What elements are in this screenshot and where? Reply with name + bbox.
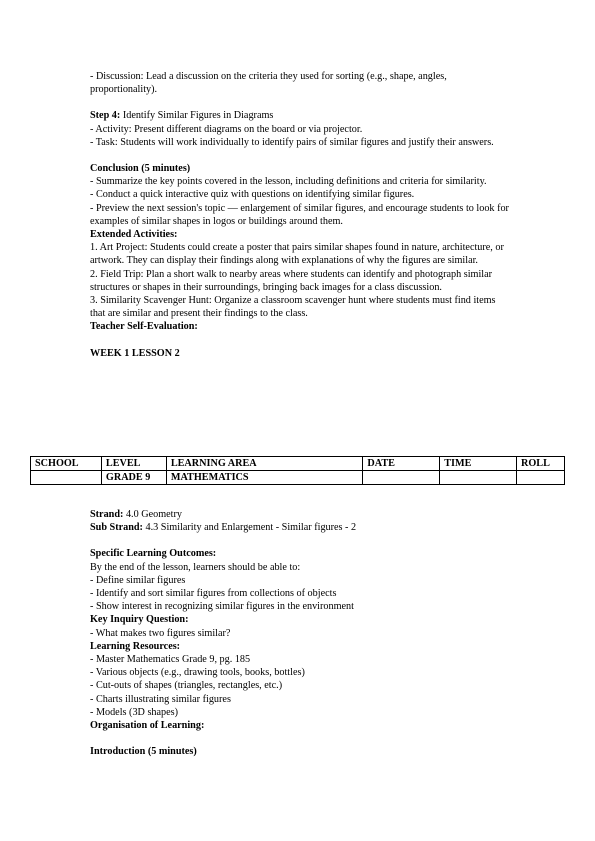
slo-item: - Identify and sort similar figures from collections of objects xyxy=(90,588,337,600)
header-cell-roll: ROLL xyxy=(517,457,565,471)
sub-strand-line: Sub Strand: 4.3 Similarity and Enlargement - Similar figures - 2 xyxy=(90,522,357,534)
cell-level: GRADE 9 xyxy=(101,471,166,485)
key-inquiry-item: - What makes two figures similar? xyxy=(90,627,231,639)
slo-heading: Specific Learning Outcomes: xyxy=(90,548,217,560)
step-4-heading xyxy=(90,109,510,122)
key-inquiry-heading: Key Inquiry Question: xyxy=(90,614,189,626)
conclusion-item: - Conduct a quick interactive quiz with questions on identifying similar figures. xyxy=(90,189,415,201)
extended-activities-heading: Extended Activities: xyxy=(90,229,178,241)
extended-activity-item: 2. Field Trip: Plan a short walk to nearby areas where students can identify and photograph similar structures or shapes in their surroundings, bringing back images for a class discussion. xyxy=(90,268,493,293)
step-4-label: Step 4: xyxy=(90,110,121,122)
resource-item: - Various objects (e.g., drawing tools, books, bottles) xyxy=(90,667,305,679)
header-cell-learning-area: LEARNING AREA xyxy=(166,457,363,471)
step-4-activity: - Activity: Present different diagrams on the board or via projector. xyxy=(90,123,363,135)
discussion-text: - Discussion: Lead a discussion on the criteria they used for sorting (e.g., shape, angles, proportionality). xyxy=(90,71,447,96)
cell-date xyxy=(363,471,440,485)
resource-item: - Master Mathematics Grade 9, pg. 185 xyxy=(90,654,251,666)
table-row xyxy=(31,471,565,485)
resource-item: - Charts illustrating similar figures xyxy=(90,693,231,705)
cell-learning-area: MATHEMATICS xyxy=(166,471,363,485)
extended-activity-item: 1. Art Project: Students could create a poster that pairs similar shapes found in nature, architecture, or artwork. They can display their findings along with explanations of why the figures are similar. xyxy=(90,242,504,267)
header-cell-school: SCHOOL xyxy=(31,457,102,471)
resource-item: - Models (3D shapes) xyxy=(90,706,178,718)
previous-lesson-section xyxy=(90,70,510,360)
learning-resources-heading: Learning Resources: xyxy=(90,640,181,652)
cell-roll xyxy=(517,471,565,485)
slo-item: - Define similar figures xyxy=(90,574,186,586)
teacher-self-evaluation-heading: Teacher Self-Evaluation: xyxy=(90,321,198,333)
header-cell-time: TIME xyxy=(440,457,517,471)
resource-item: - Cut-outs of shapes (triangles, rectangles, etc.) xyxy=(90,680,283,692)
week-lesson-heading: WEEK 1 LESSON 2 xyxy=(90,347,180,359)
organisation-heading: Organisation of Learning: xyxy=(90,720,205,732)
cell-school xyxy=(31,471,102,485)
lesson-plan-section xyxy=(90,508,510,758)
header-cell-level: LEVEL xyxy=(101,457,166,471)
extended-activity-item: 3. Similarity Scavenger Hunt: Organize a classroom scavenger hunt where students must find items that are similar and present their findings to the class. xyxy=(90,295,496,320)
cell-time xyxy=(440,471,517,485)
step-4-task: - Task: Students will work individually to identify pairs of similar figures and justify their answers. xyxy=(90,136,494,148)
conclusion-item: - Summarize the key points covered in the lesson, including definitions and criteria for similarity. xyxy=(90,176,487,188)
conclusion-heading: Conclusion (5 minutes) xyxy=(90,163,191,175)
table-header-row xyxy=(31,457,565,471)
header-cell-date: DATE xyxy=(363,457,440,471)
conclusion-item: - Preview the next session's topic — enlargement of similar figures, and encourage students to look for examples of similar shapes in logos or buildings around them. xyxy=(90,202,509,227)
strand-line: Strand: 4.0 Geometry xyxy=(90,509,182,520)
slo-item: - Show interest in recognizing similar figures in the environment xyxy=(90,601,354,613)
lesson-header-table xyxy=(30,456,565,485)
slo-intro: By the end of the lesson, learners should be able to: xyxy=(90,561,301,573)
introduction-heading: Introduction (5 minutes) xyxy=(90,746,197,758)
step-4-title: Identify Similar Figures in Diagrams xyxy=(120,110,274,122)
